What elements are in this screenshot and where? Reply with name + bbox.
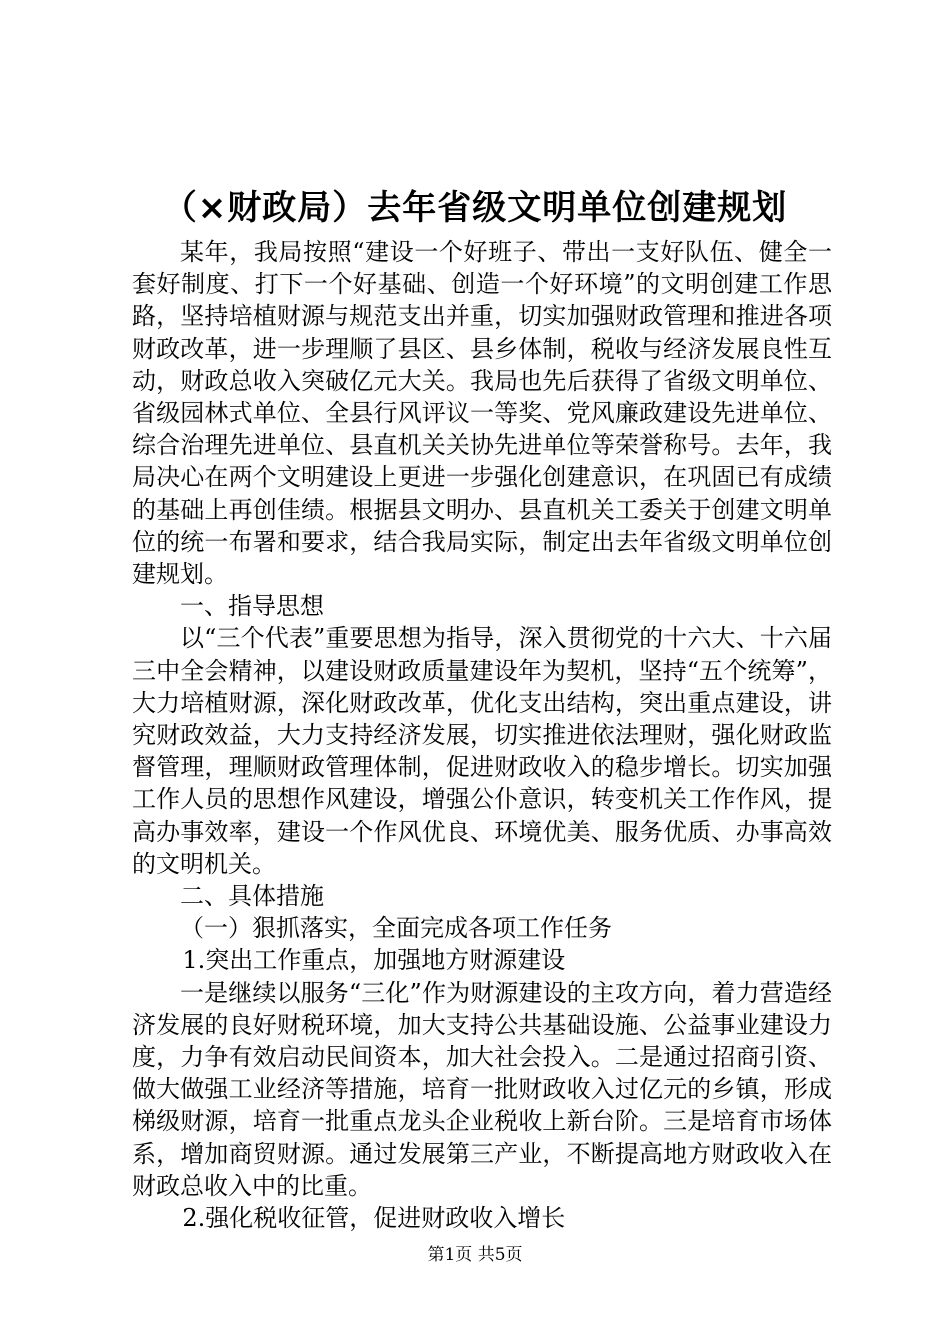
item-heading-1: 1.突出工作重点，加强地方财源建设	[182, 946, 566, 975]
financial-source-paragraph: 一是继续以服务“三化”作为财源建设的主攻方向，着力营造经济发展的良好财税环境，加大支持公共基础设施、公益事业建设力度，力争有效启动民间资本，加大社会投入。二是通过招商引资、做大做强工业经济等措施，培育一批财政收入过亿元的乡镇，形成梯级财源，培育一批重点龙头企业税收上新台阶。三是培育市场体系，增加商贸财源。通过发展第三产业，不断提高地方财政收入在财政总收入中的比重。	[132, 978, 832, 1200]
document-body	[132, 236, 832, 1234]
page-number-footer: 第1页 共5页	[427, 1245, 523, 1265]
intro-paragraph: 某年，我局按照“建设一个好班子、带出一支好队伍、健全一套好制度、打下一个好基础、创造一个好环境”的文明创建工作思路，坚持培植财源与规范支出并重，切实加强财政管理和推进各项财政改革，进一步理顺了县区、县乡体制，税收与经济发展良性互动，财政总收入突破亿元大关。我局也先后获得了省级文明单位、省级园林式单位、全县行风评议一等奖、党风廉政建设先进单位、综合治理先进单位、县直机关关协先进单位等荣誉称号。去年，我局决心在两个文明建设上更进一步强化创建意识，在巩固已有成绩的基础上再创佳绩。根据县文明办、县直机关工委关于创建文明单位的统一布署和要求，结合我局实际，制定出去年省级文明单位创建规划。	[132, 238, 832, 589]
item-heading-2: 2.强化税收征管，促进财政收入增长	[182, 1204, 566, 1233]
guiding-thought-paragraph: 以“三个代表”重要思想为指导，深入贯彻党的十六大、十六届三中全会精神，以建设财政质量建设年为契机，坚持“五个统筹”，大力培植财源，深化财政改革，优化支出结构，突出重点建设，讲究财政效益，大力支持经济发展，切实推进依法理财，强化财政监督管理，理顺财政管理体制，促进财政收入的稳步增长。切实加强工作人员的思想作风建设，增强公仆意识，转变机关工作作风，提高办事效率，建设一个作风优良、环境优美、服务优质、办事高效的文明机关。	[132, 624, 832, 878]
document-title: （×财政局）去年省级文明单位创建规划	[162, 188, 788, 228]
subsection-heading-1: （一）狠抓落实，全面完成各项工作任务	[180, 914, 612, 943]
section-heading-specific-measures: 二、具体措施	[180, 882, 324, 911]
section-heading-guiding-thought: 一、指导思想	[180, 592, 324, 621]
